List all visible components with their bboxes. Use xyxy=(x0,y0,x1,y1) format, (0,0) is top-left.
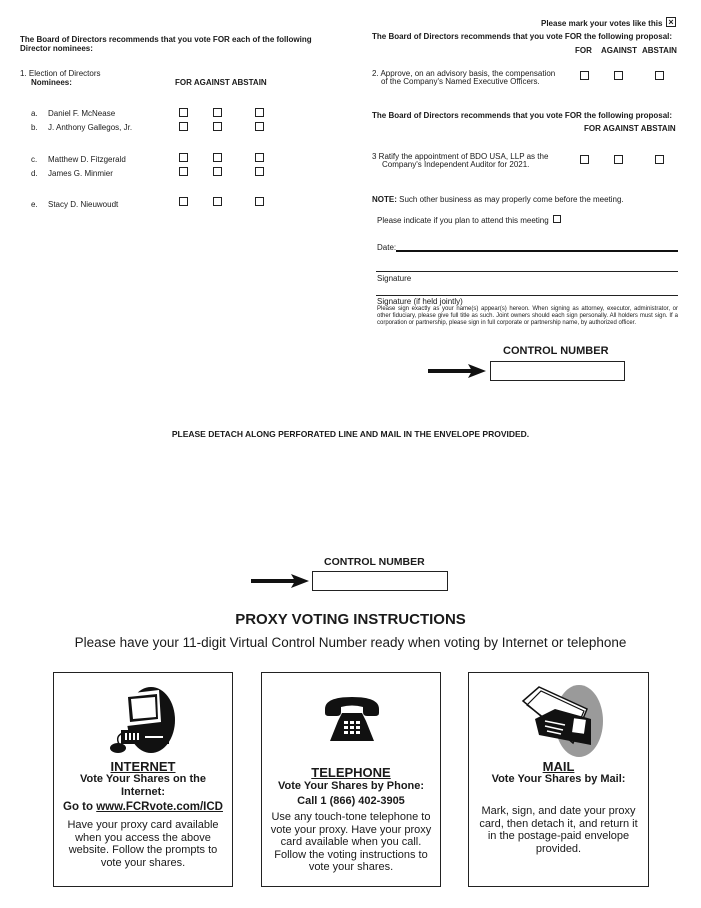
nominee-letter: e. xyxy=(31,200,38,209)
nominee-d-for-checkbox[interactable] xyxy=(179,167,188,176)
signing-instructions: Please sign exactly as your name(s) appear(s) hereon. When signing as attorney, executor, administrator, or other fiduciary, please give full title as such. Joint owners should each sign personally. All holders must sign. If a corporation or partnership, please sign in full corporate or partnership name, by authorized officer. xyxy=(377,306,678,326)
vote-columns-header: FOR AGAINST ABSTAIN xyxy=(175,78,267,87)
nominee-name: Daniel F. McNease xyxy=(48,109,116,118)
attend-meeting-label: Please indicate if you plan to attend this meeting xyxy=(377,216,549,225)
proposal-3-for-checkbox[interactable] xyxy=(580,155,589,164)
internet-action xyxy=(58,801,228,814)
internet-instructions: Have your proxy card available when you access the above website. Follow the prompts to vote your shares. xyxy=(67,819,219,869)
mark-votes-instruction: Please mark your votes like this xyxy=(541,19,663,28)
col-against-label: AGAINST xyxy=(601,46,637,55)
proposal-1-title: 1. Election of Directors xyxy=(20,69,101,78)
proposal-3-text-line2: Company's Independent Auditor for 2021. xyxy=(382,160,530,169)
proposal-3-recommendation-heading: The Board of Directors recommends that you vote FOR the following proposal: xyxy=(372,111,673,120)
date-field[interactable] xyxy=(396,250,678,252)
proposal-2-abstain-checkbox[interactable] xyxy=(655,71,664,80)
nominee-d-abstain-checkbox[interactable] xyxy=(255,167,264,176)
mail-instructions: Mark, sign, and date your proxy card, then detach it, and return it in the postage-paid envelope provided. xyxy=(479,805,638,855)
detach-notice: PLEASE DETACH ALONG PERFORATED LINE AND MAIL IN THE ENVELOPE PROVIDED. xyxy=(171,429,530,439)
proposal-2-recommendation-heading: The Board of Directors recommends that you vote FOR the following proposal: xyxy=(372,32,673,41)
proxy-voting-subtitle: Please have your 11-digit Virtual Control Number ready when voting by Internet or telephone xyxy=(74,635,627,650)
nominee-b-abstain-checkbox[interactable] xyxy=(255,122,264,131)
attend-meeting-checkbox[interactable] xyxy=(553,215,561,223)
nominee-name: James G. Minmier xyxy=(48,169,113,178)
signature-joint-label: Signature (if held jointly) xyxy=(377,297,463,306)
control-number-field-bottom[interactable] xyxy=(312,571,448,591)
telephone-subtitle: Vote Your Shares by Phone: xyxy=(277,780,425,792)
telephone-instructions: Use any touch-tone telephone to vote your proxy. Have your proxy card available when you call. Follow the voting instructions to vote your shares. xyxy=(270,811,432,873)
computer-icon xyxy=(107,686,181,758)
nominee-e-for-checkbox[interactable] xyxy=(179,197,188,206)
nominee-letter: d. xyxy=(31,169,38,178)
nominee-name: Stacy D. Nieuwoudt xyxy=(48,200,119,209)
note-text xyxy=(372,195,624,204)
nominee-d-against-checkbox[interactable] xyxy=(213,167,222,176)
note-body: Such other business as may properly come before the meeting. xyxy=(396,195,624,204)
proposal-3-columns-header: FOR AGAINST ABSTAIN xyxy=(584,124,676,133)
signature-label: Signature xyxy=(377,274,412,283)
control-number-field-top[interactable] xyxy=(490,361,625,381)
nominee-letter: a. xyxy=(31,109,38,118)
proposal-3-against-checkbox[interactable] xyxy=(614,155,623,164)
telephone-title: TELEPHONE xyxy=(311,765,391,780)
internet-vote-link[interactable]: www.FCRvote.com/ICD xyxy=(96,801,223,813)
mail-voting-panel xyxy=(468,672,649,887)
nominee-letter: b. xyxy=(31,123,38,132)
signature-joint-field[interactable] xyxy=(376,295,678,296)
proposal-2-against-checkbox[interactable] xyxy=(614,71,623,80)
control-number-label-top: CONTROL NUMBER xyxy=(503,345,609,357)
nominee-name: J. Anthony Gallegos, Jr. xyxy=(48,123,133,132)
proxy-voting-title: PROXY VOTING INSTRUCTIONS xyxy=(235,611,466,628)
nominee-e-abstain-checkbox[interactable] xyxy=(255,197,264,206)
control-number-label-bottom: CONTROL NUMBER xyxy=(324,556,425,568)
mail-envelope-icon xyxy=(517,683,607,759)
proposal-3-text-line1: 3 Ratify the appointment of BDO USA, LLP as the xyxy=(372,152,549,161)
mail-subtitle: Vote Your Shares by Mail: xyxy=(491,773,626,785)
nominee-a-abstain-checkbox[interactable] xyxy=(255,108,264,117)
nominees-label: Nominees: xyxy=(31,78,72,87)
nominee-c-for-checkbox[interactable] xyxy=(179,153,188,162)
proposal-2-text-line2: of the Company's Named Executive Officers. xyxy=(381,77,540,86)
nominee-b-for-checkbox[interactable] xyxy=(179,122,188,131)
col-for-label: FOR xyxy=(575,46,592,55)
nominee-a-against-checkbox[interactable] xyxy=(213,108,222,117)
nominee-b-against-checkbox[interactable] xyxy=(213,122,222,131)
nominee-letter: c. xyxy=(31,155,38,164)
date-label: Date: xyxy=(377,243,397,252)
proposal-2-text-line1: 2. Approve, on an advisory basis, the compensation xyxy=(372,69,556,78)
nominee-e-against-checkbox[interactable] xyxy=(213,197,222,206)
internet-action-prefix: Go to xyxy=(63,801,97,813)
internet-subtitle: Vote Your Shares on the Internet: xyxy=(80,773,206,798)
internet-title: INTERNET xyxy=(110,759,176,774)
nominee-name: Matthew D. Fitzgerald xyxy=(48,155,126,164)
arrow-right-icon xyxy=(251,574,309,588)
nominee-a-for-checkbox[interactable] xyxy=(179,108,188,117)
col-abstain-label: ABSTAIN xyxy=(642,46,677,55)
telephone-icon xyxy=(322,695,382,745)
internet-voting-panel xyxy=(53,672,233,887)
mark-example-x-icon: × xyxy=(666,17,676,27)
nominee-c-abstain-checkbox[interactable] xyxy=(255,153,264,162)
telephone-number[interactable]: Call 1 (866) 402-3905 xyxy=(297,795,405,807)
directors-recommendation-heading: The Board of Directors recommends that you vote FOR each of the following Director nominees: xyxy=(20,35,312,53)
proposal-3-abstain-checkbox[interactable] xyxy=(655,155,664,164)
note-label: NOTE: xyxy=(372,195,397,204)
nominee-c-against-checkbox[interactable] xyxy=(213,153,222,162)
telephone-voting-panel xyxy=(261,672,441,887)
proposal-2-for-checkbox[interactable] xyxy=(580,71,589,80)
mail-title: MAIL xyxy=(542,759,575,774)
signature-field[interactable] xyxy=(376,271,678,272)
arrow-right-icon xyxy=(428,364,486,378)
